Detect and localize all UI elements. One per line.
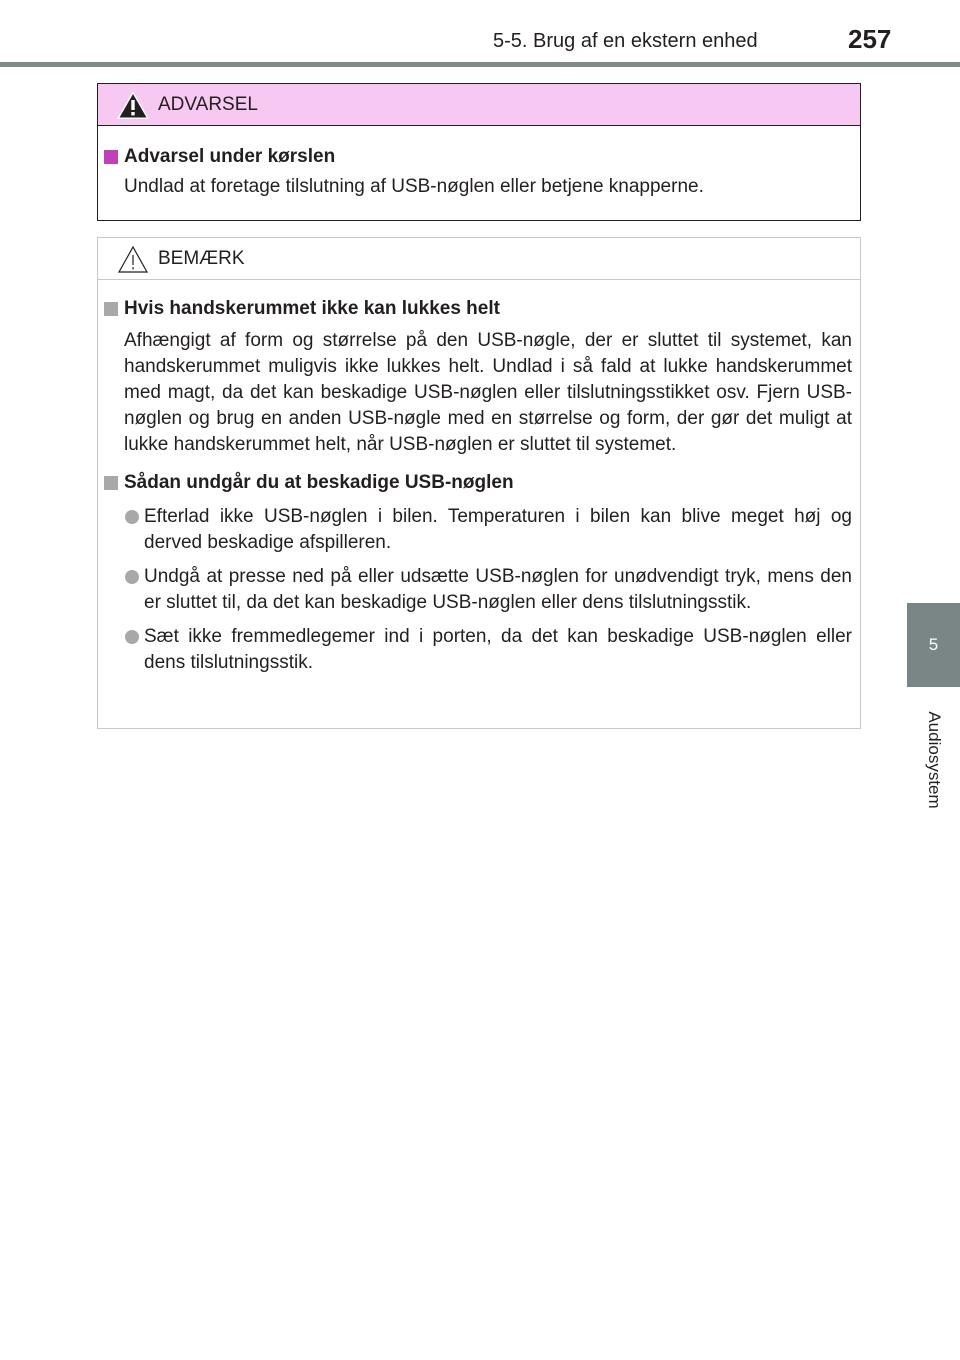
warning-text: Undlad at foretage tilslutning af USB-nøglen eller betjene knapperne. [124, 176, 704, 197]
notice-header [98, 238, 860, 280]
warning-header [98, 84, 860, 126]
chapter-tab[interactable] [907, 603, 960, 687]
notice-item-heading-text: Sådan undgår du at beskadige USB-nøglen [124, 472, 514, 493]
square-bullet-icon [104, 476, 118, 490]
list-item [104, 564, 852, 616]
notice-triangle-icon [115, 243, 151, 275]
list-item [104, 504, 852, 556]
round-bullet-icon [125, 630, 139, 644]
round-bullet-icon [125, 510, 139, 524]
list-item-text: Undgå at presse ned på eller udsætte USB-nøglen for unødvendigt tryk, mens den er sluttet til, da det kan beskadige USB-nøglen eller dens tilslutningsstik. [144, 566, 852, 613]
warning-label: ADVARSEL [158, 94, 258, 115]
page-number: 257 [848, 24, 892, 54]
warning-triangle-icon [115, 89, 151, 121]
warning-box [97, 83, 861, 221]
list-item [104, 624, 852, 676]
notice-item-heading [104, 296, 852, 322]
notice-item-heading-text: Hvis handskerummet ikke kan lukkes helt [124, 298, 500, 319]
round-bullet-icon [125, 570, 139, 584]
square-bullet-icon [104, 302, 118, 316]
header-rule [0, 62, 960, 67]
section-title: 5-5. Brug af en ekstern enhed [493, 30, 758, 52]
warning-heading-text: Advarsel under kørslen [124, 146, 336, 167]
notice-item-heading [104, 470, 852, 496]
chapter-label: Audiosystem [925, 711, 944, 809]
square-bullet-icon [104, 150, 118, 164]
list-item-text: Efterlad ikke USB-nøglen i bilen. Temperaturen i bilen kan blive meget høj og derved beskadige afspilleren. [144, 506, 852, 553]
chapter-number: 5 [928, 635, 939, 654]
notice-box [97, 237, 861, 729]
list-item-text: Sæt ikke fremmedlegemer ind i porten, da det kan beskadige USB-nøglen eller dens tilslutningsstik. [144, 626, 852, 673]
notice-item-text: Afhængigt af form og størrelse på den USB-nøgle, der er sluttet til systemet, kan handskerummet muligvis ikke lukkes helt. Undlad i så fald at lukke handskerummet med magt, da det kan beskadige USB-nøglen eller tilslutningsstikket osv. Fjern USB-nøglen og brug en anden USB-nøgle med en størrelse og form, der gør det muligt at lukke handskerummet helt, når USB-nøglen er sluttet til systemet. [124, 330, 852, 455]
notice-label: BEMÆRK [158, 248, 245, 269]
warning-heading [104, 144, 852, 170]
